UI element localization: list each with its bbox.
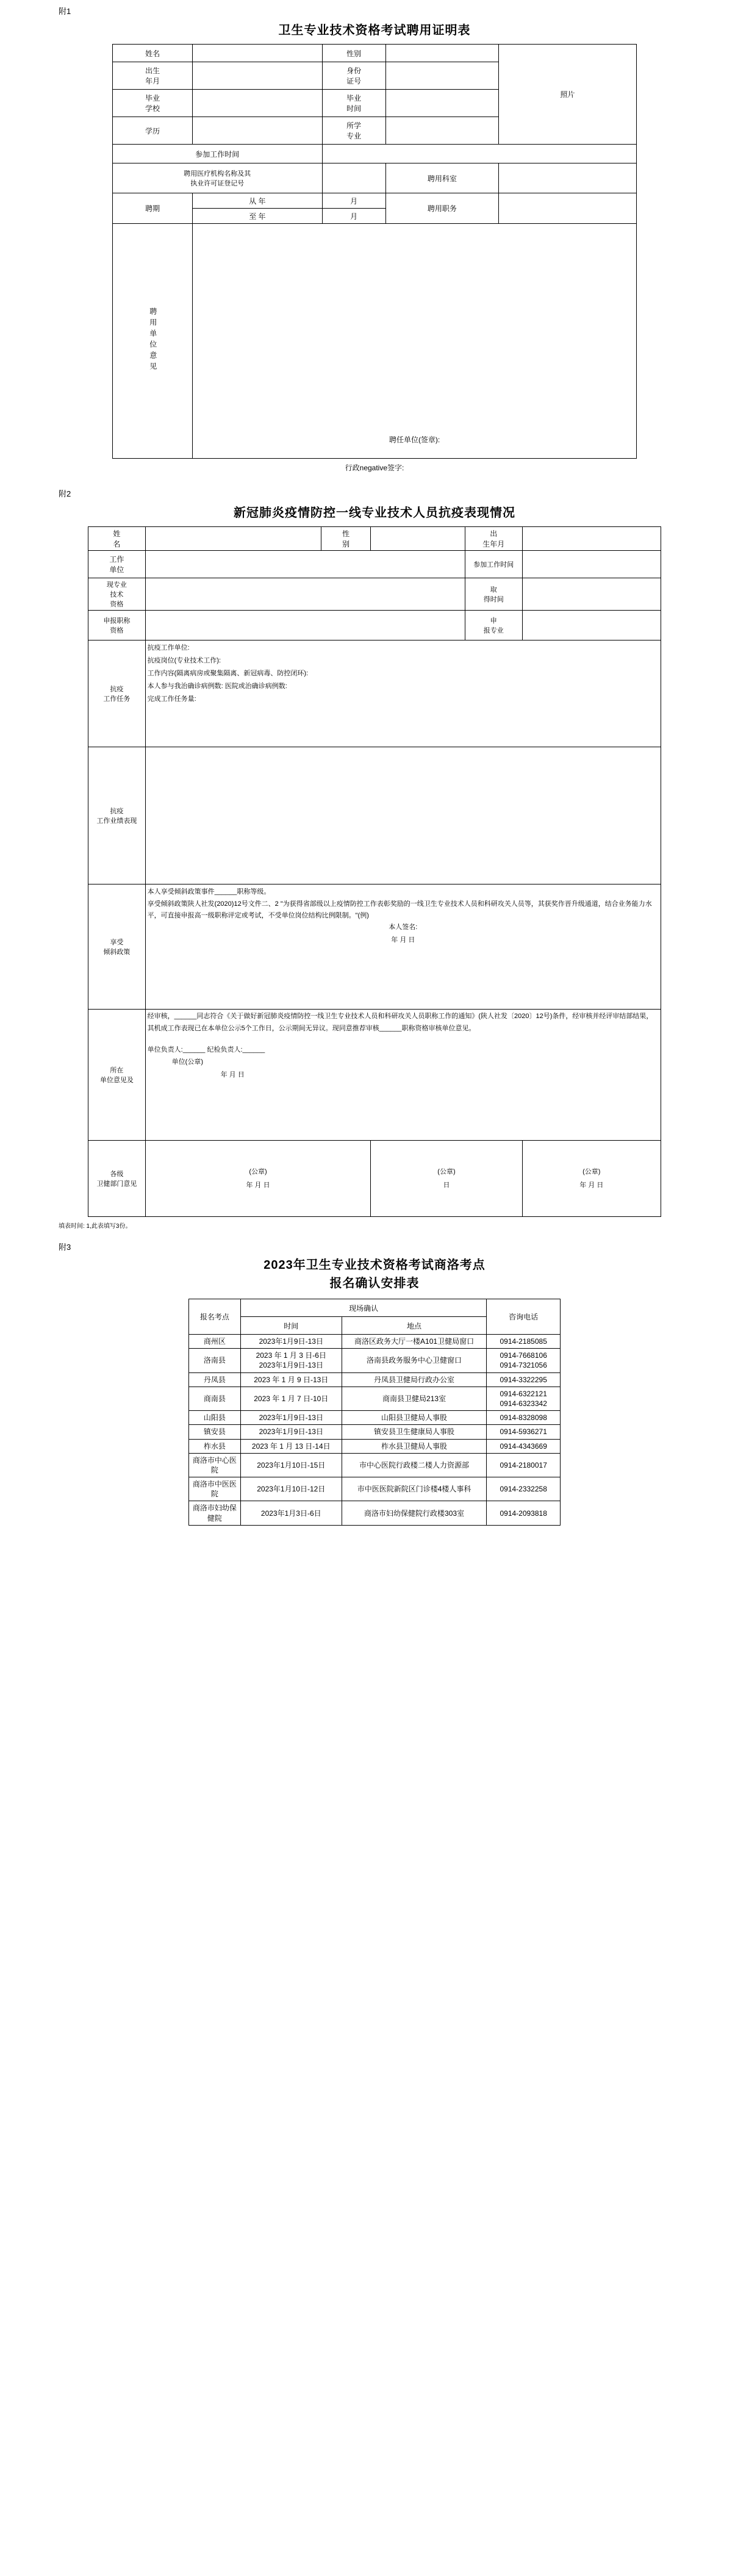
schedule-phone: 0914-2185085 bbox=[487, 1335, 561, 1349]
birth-label-line1: 出生 bbox=[145, 66, 160, 75]
table-row bbox=[88, 884, 661, 1010]
hire-unit-seal-text: 聘任单位(签章): bbox=[389, 436, 440, 444]
table-row bbox=[88, 1141, 661, 1217]
id-label-line2: 证号 bbox=[346, 77, 362, 85]
table-row bbox=[88, 527, 661, 551]
get-time-label-line2: 得时间 bbox=[483, 596, 504, 603]
epidemic-performance-table bbox=[88, 526, 661, 1217]
schedule-place: 商南县卫健局213室 bbox=[342, 1387, 487, 1410]
birth-label bbox=[465, 527, 522, 551]
performance-label-line2: 工作业绩表现 bbox=[96, 817, 137, 825]
policy-label-line2: 倾斜政策 bbox=[103, 949, 131, 956]
page-footer bbox=[0, 1532, 749, 1555]
schedule-place: 柞水县卫健局人事股 bbox=[342, 1439, 487, 1453]
school-label-line1: 毕业 bbox=[145, 94, 160, 102]
id-label bbox=[322, 62, 385, 90]
schedule-place: 镇安县卫生健康局人事股 bbox=[342, 1425, 487, 1439]
schedule-place: 洛南县政务服务中心卫健窗口 bbox=[342, 1349, 487, 1372]
degree-value[interactable] bbox=[193, 117, 322, 145]
join-time-value[interactable] bbox=[522, 551, 661, 578]
unit-opinion-line: 经审核，______同志符合《关于做好新冠肺炎疫情防控一线卫生专业技术人员和科研攻关人员职称工作的通知》(陕人社发〔2020〕12号)条件，经审核并经评审结部结果，其机成工作表现已在本单位公示5个工作日，公示期间无异议。现同意推荐审核______职称资格审核单位意见。 bbox=[147, 1013, 653, 1032]
license-label bbox=[113, 163, 323, 193]
join-time-label: 参加工作时间 bbox=[465, 551, 522, 578]
school-label bbox=[113, 90, 193, 117]
graduation-time-label bbox=[322, 90, 385, 117]
id-label-line1: 身份 bbox=[346, 66, 362, 75]
attachment-2-label: 附2 bbox=[59, 489, 71, 498]
apply-title-value[interactable] bbox=[145, 611, 465, 640]
license-value[interactable] bbox=[322, 163, 385, 193]
task-label-line2: 工作任务 bbox=[103, 695, 131, 703]
attachment-1-title: 卫生专业技术资格考试聘用证明表 bbox=[278, 24, 471, 37]
current-title-label-line3: 资格 bbox=[110, 601, 124, 608]
work-unit-value[interactable] bbox=[145, 551, 465, 578]
unit-opinion-leaders: 单位负责人:______ 纪检负责人:______ bbox=[147, 1046, 265, 1053]
schedule-phone: 0914-3322295 bbox=[487, 1372, 561, 1387]
schedule-place: 市中医医院新院区门诊楼4楼人事科 bbox=[342, 1477, 487, 1501]
unit-opinion-label-line1: 所在 bbox=[110, 1067, 124, 1074]
table-row bbox=[113, 45, 637, 62]
unit-opinion-content[interactable] bbox=[145, 1010, 661, 1141]
unit-opinion-label-line2: 单位意见及 bbox=[99, 1077, 134, 1084]
seal-date: 年 月 日 bbox=[246, 1182, 270, 1189]
schedule-time: 2023年1月10日-15日 bbox=[240, 1453, 342, 1477]
graduation-time-label-line2: 时间 bbox=[346, 104, 362, 113]
attachment-1-sheet bbox=[0, 5, 749, 483]
schedule-place: 商洛市妇幼保健院行政楼303室 bbox=[342, 1501, 487, 1525]
hire-certificate-table bbox=[112, 44, 637, 459]
attachment-3-title bbox=[0, 1256, 749, 1293]
table-row bbox=[113, 224, 637, 459]
major-label-line2: 专业 bbox=[346, 132, 362, 140]
school-value[interactable] bbox=[193, 90, 322, 117]
gender-label: 性别 bbox=[322, 45, 385, 62]
table-row bbox=[189, 1335, 561, 1349]
current-title-label-line1: 现专业 bbox=[106, 581, 127, 589]
attachment-2-title: 新冠肺炎疫情防控一线专业技术人员抗疫表现情况 bbox=[234, 506, 515, 520]
graduation-time-value[interactable] bbox=[385, 90, 498, 117]
health-opinion-label bbox=[88, 1141, 146, 1217]
hire-period-to[interactable]: 至 年 bbox=[193, 209, 322, 224]
name-label bbox=[88, 527, 146, 551]
schedule-site: 丹凤县 bbox=[189, 1372, 241, 1387]
hire-opinion-area[interactable] bbox=[193, 224, 637, 459]
schedule-site: 商洛市中心医院 bbox=[189, 1453, 241, 1477]
name-value[interactable] bbox=[193, 45, 322, 62]
table-row bbox=[88, 578, 661, 611]
apply-major-label-line1: 申 bbox=[490, 617, 497, 625]
apply-major-label-line2: 报专业 bbox=[483, 627, 504, 634]
task-line: 抗疫岗位(专业技术工作): bbox=[147, 656, 221, 664]
name-label: 姓名 bbox=[113, 45, 193, 62]
table-row bbox=[88, 611, 661, 640]
admin-signature-line: 行政negative签字: bbox=[345, 464, 404, 472]
license-label-line2: 执业许可证登记号 bbox=[190, 180, 245, 187]
apply-title-label bbox=[88, 611, 146, 640]
schedule-time: 2023年1月10日-12日 bbox=[240, 1477, 342, 1501]
task-line: 完成工作任务量: bbox=[147, 695, 196, 703]
column-header-site: 报名考点 bbox=[189, 1299, 241, 1335]
photo-label: 照片 bbox=[499, 45, 637, 145]
performance-label-line1: 抗疫 bbox=[110, 808, 124, 815]
gender-label-line2: 别 bbox=[342, 540, 350, 548]
schedule-site: 商州区 bbox=[189, 1335, 241, 1349]
schedule-table bbox=[188, 1299, 561, 1526]
table-row bbox=[88, 747, 661, 884]
attachment-3-title-line2: 报名确认安排表 bbox=[329, 1277, 420, 1290]
task-line: 抗疫工作单位: bbox=[147, 644, 190, 651]
schedule-time: 2023年1月9日-13日 bbox=[240, 1411, 342, 1425]
birth-label-line1: 出 bbox=[490, 529, 498, 538]
get-time-label bbox=[465, 578, 522, 611]
attachment-3-title-line1: 2023年卫生专业技术资格考试商洛考点 bbox=[263, 1258, 486, 1272]
hire-dept-value[interactable] bbox=[499, 163, 637, 193]
task-label-line1: 抗疫 bbox=[110, 686, 124, 693]
table-row bbox=[88, 551, 661, 578]
schedule-time: 2023年1月9日-13日 bbox=[240, 1425, 342, 1439]
schedule-place: 丹凤县卫健局行政办公室 bbox=[342, 1372, 487, 1387]
hire-post-value[interactable] bbox=[499, 193, 637, 224]
schedule-site: 洛南县 bbox=[189, 1349, 241, 1372]
work-unit-label bbox=[88, 551, 146, 578]
schedule-phone: 0914-2093818 bbox=[487, 1501, 561, 1525]
schedule-phone: 0914-8328098 bbox=[487, 1411, 561, 1425]
column-header-phone: 咨询电话 bbox=[487, 1299, 561, 1335]
current-title-value[interactable] bbox=[145, 578, 465, 611]
health-opinion-seal-3[interactable] bbox=[522, 1141, 661, 1217]
document-page bbox=[0, 5, 749, 1555]
table-row bbox=[189, 1425, 561, 1439]
attachment-2-note: 填表时间: 1,此表填写3份。 bbox=[59, 1223, 132, 1230]
schedule-time: 2023 年 1 月 3 日-6日 2023年1月9日-13日 bbox=[240, 1349, 342, 1372]
birth-value[interactable] bbox=[193, 62, 322, 90]
unit-opinion-date: 年 月 日 bbox=[220, 1071, 245, 1079]
apply-major-value[interactable] bbox=[522, 611, 661, 640]
table-row bbox=[88, 640, 661, 747]
table-row bbox=[113, 193, 637, 209]
table-row bbox=[189, 1453, 561, 1477]
column-header-time: 时间 bbox=[240, 1317, 342, 1335]
schedule-site: 商南县 bbox=[189, 1387, 241, 1410]
hire-opinion-label bbox=[113, 224, 193, 459]
apply-title-label-line2: 资格 bbox=[110, 627, 124, 634]
schedule-site: 镇安县 bbox=[189, 1425, 241, 1439]
unit-opinion-seal: 单位(公章) bbox=[171, 1058, 203, 1066]
unit-opinion-label bbox=[88, 1010, 146, 1141]
schedule-place: 山阳县卫健局人事股 bbox=[342, 1411, 487, 1425]
gender-value[interactable] bbox=[371, 527, 465, 551]
school-label-line2: 学校 bbox=[145, 104, 160, 113]
table-header-row bbox=[189, 1299, 561, 1317]
policy-label-line1: 享受 bbox=[110, 939, 124, 946]
schedule-table-body bbox=[189, 1335, 561, 1526]
schedule-time: 2023年1月3日-6日 bbox=[240, 1501, 342, 1525]
birth-label-line2: 年月 bbox=[145, 77, 160, 85]
schedule-time: 2023年1月9日-13日 bbox=[240, 1335, 342, 1349]
hire-opinion-label-text: 聘用单位意见 bbox=[148, 307, 157, 373]
column-header-place: 地点 bbox=[342, 1317, 487, 1335]
policy-line: 享受倾斜政策陕人社发(2020)12号文件二、2 "为获得省部级以上疫情防控工作表彰奖励的一线卫生专业技术人员和科研攻关人员等，其获奖作晋升级通道，结合业务能力水平，可直接申报高一级职称评定或考试，不受单位岗位结构比例限制。"(例) bbox=[147, 900, 652, 919]
hire-period-from-month: 月 bbox=[322, 193, 385, 209]
health-opinion-label-line2: 卫健部门意见 bbox=[96, 1180, 137, 1188]
schedule-phone: 0914-5936271 bbox=[487, 1425, 561, 1439]
policy-line: 本人享受倾斜政策事件______职称等级。 bbox=[147, 888, 271, 895]
attachment-1-label: 附1 bbox=[59, 7, 71, 16]
hire-dept-label: 聘用科室 bbox=[385, 163, 498, 193]
table-row bbox=[189, 1477, 561, 1501]
schedule-site: 商洛市中医医院 bbox=[189, 1477, 241, 1501]
policy-label bbox=[88, 884, 146, 1010]
attachment-2-sheet bbox=[0, 487, 749, 1236]
table-row bbox=[189, 1411, 561, 1425]
birth-label-line2: 生年月 bbox=[482, 540, 505, 548]
gender-label bbox=[321, 527, 370, 551]
schedule-phone: 0914-7668106 0914-7321056 bbox=[487, 1349, 561, 1372]
task-line: 本人参与我治确诊病例数: 医院或治确诊病例数: bbox=[147, 682, 287, 690]
seal-text: (公章) bbox=[437, 1168, 456, 1175]
birth-value[interactable] bbox=[522, 527, 661, 551]
name-label-line1: 姓 bbox=[113, 529, 121, 538]
schedule-time: 2023 年 1 月 9 日-13日 bbox=[240, 1372, 342, 1387]
license-label-line1: 聘用医疗机构名称及其 bbox=[184, 170, 251, 178]
major-label-line1: 所学 bbox=[346, 121, 362, 130]
task-label bbox=[88, 640, 146, 747]
current-title-label-line2: 技术 bbox=[110, 591, 124, 598]
schedule-site: 商洛市妇幼保健院 bbox=[189, 1501, 241, 1525]
task-content[interactable] bbox=[145, 640, 661, 747]
table-row bbox=[88, 1010, 661, 1141]
id-value[interactable] bbox=[385, 62, 498, 90]
schedule-phone: 0914-2332258 bbox=[487, 1477, 561, 1501]
table-row bbox=[189, 1439, 561, 1453]
schedule-time: 2023 年 1 月 13 日-14日 bbox=[240, 1439, 342, 1453]
table-row bbox=[189, 1372, 561, 1387]
policy-date: 年 月 日 bbox=[391, 936, 415, 944]
gender-value[interactable] bbox=[385, 45, 498, 62]
schedule-place: 商洛区政务大厅一楼A101卫健局窗口 bbox=[342, 1335, 487, 1349]
major-value[interactable] bbox=[385, 117, 498, 145]
performance-content[interactable] bbox=[145, 747, 661, 884]
seal-date: 日 bbox=[443, 1182, 450, 1189]
degree-label: 学历 bbox=[113, 117, 193, 145]
schedule-phone: 0914-2180017 bbox=[487, 1453, 561, 1477]
seal-text: (公章) bbox=[249, 1168, 267, 1175]
policy-content[interactable] bbox=[145, 884, 661, 1010]
table-row bbox=[189, 1501, 561, 1525]
graduation-time-label-line1: 毕业 bbox=[346, 94, 362, 102]
get-time-value[interactable] bbox=[522, 578, 661, 611]
get-time-label-line1: 取 bbox=[490, 586, 497, 594]
work-start-value[interactable] bbox=[322, 145, 636, 163]
birth-label bbox=[113, 62, 193, 90]
table-row bbox=[113, 163, 637, 193]
table-row bbox=[189, 1349, 561, 1372]
hire-period-from[interactable]: 从 年 bbox=[193, 193, 322, 209]
apply-title-label-line1: 申报职称 bbox=[103, 617, 131, 625]
hire-post-label: 聘用职务 bbox=[385, 193, 498, 224]
current-title-label bbox=[88, 578, 146, 611]
policy-signature: 本人签名: bbox=[389, 924, 418, 931]
schedule-time: 2023 年 1 月 7 日-10日 bbox=[240, 1387, 342, 1410]
work-unit-label-line2: 单位 bbox=[109, 565, 124, 574]
health-opinion-label-line1: 各级 bbox=[110, 1171, 124, 1178]
name-label-line2: 名 bbox=[113, 540, 121, 548]
seal-date: 年 月 日 bbox=[579, 1182, 604, 1189]
table-row bbox=[113, 145, 637, 163]
table-row bbox=[189, 1387, 561, 1410]
schedule-phone: 0914-6322121 0914-6323342 bbox=[487, 1387, 561, 1410]
schedule-site: 山阳县 bbox=[189, 1411, 241, 1425]
work-start-label: 参加工作时间 bbox=[113, 145, 323, 163]
health-opinion-seal-2[interactable] bbox=[371, 1141, 522, 1217]
health-opinion-seal-1[interactable] bbox=[145, 1141, 371, 1217]
hire-period-to-month: 月 bbox=[322, 209, 385, 224]
performance-label bbox=[88, 747, 146, 884]
column-header-onsite: 现场确认 bbox=[240, 1299, 487, 1317]
schedule-place: 市中心医院行政楼二楼人力资源部 bbox=[342, 1453, 487, 1477]
apply-major-label bbox=[465, 611, 522, 640]
task-line: 工作内容(隔离病房或聚集隔离、新冠病毒、防控闭环): bbox=[147, 669, 309, 677]
attachment-3-label: 附3 bbox=[59, 1243, 71, 1252]
schedule-site: 柞水县 bbox=[189, 1439, 241, 1453]
gender-label-line1: 性 bbox=[342, 529, 350, 538]
hire-period-label: 聘期 bbox=[113, 193, 193, 224]
attachment-3-sheet bbox=[0, 1241, 749, 1532]
major-label bbox=[322, 117, 385, 145]
schedule-phone: 0914-4343669 bbox=[487, 1439, 561, 1453]
work-unit-label-line1: 工作 bbox=[109, 555, 124, 564]
seal-text: (公章) bbox=[582, 1168, 601, 1175]
name-value[interactable] bbox=[145, 527, 321, 551]
